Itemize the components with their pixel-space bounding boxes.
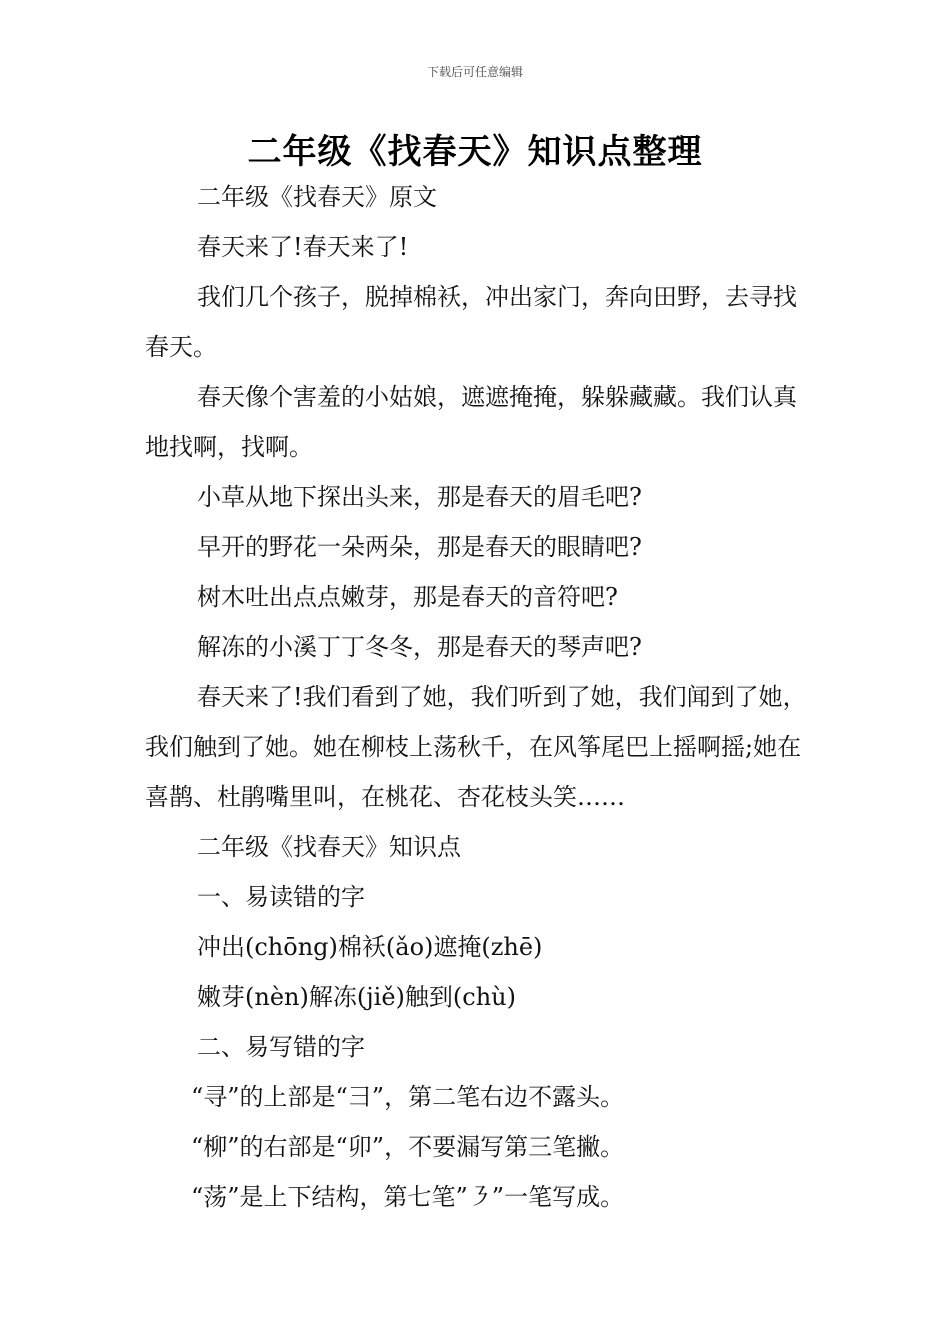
subheading-misread: 一、易读错的字: [197, 883, 365, 911]
page-header: 下载后可任意编辑: [426, 65, 523, 79]
paragraph: 早开的野花一朵两朵，那是春天的眼睛吧?: [197, 533, 642, 561]
section-heading-knowledge: 二年级《找春天》知识点: [197, 833, 461, 861]
writing-note: “柳”的右部是“卯”，不要漏写第三笔撇。: [191, 1133, 625, 1161]
paragraph: 春天来了!春天来了!: [197, 233, 409, 261]
subheading-miswritten: 二、易写错的字: [197, 1033, 365, 1061]
paragraph: 我们几个孩子，脱掉棉袄，冲出家门，奔向田野，去寻找春天。: [145, 283, 797, 361]
writing-note: “荡”是上下结构，第七笔”㇋”一笔写成。: [191, 1183, 625, 1211]
writing-note: “寻”的上部是“彐”，第二笔右边不露头。: [191, 1083, 625, 1111]
paragraph: 小草从地下探出头来，那是春天的眉毛吧?: [197, 483, 642, 511]
pinyin-line: 冲出(chōng)棉袄(ǎo)遮掩(zhē): [197, 933, 543, 961]
document-body: [145, 172, 810, 1222]
page-title: 二年级《找春天》知识点整理: [247, 132, 703, 172]
paragraph: 解冻的小溪丁丁冬冬，那是春天的琴声吧?: [197, 633, 642, 661]
paragraph: 树木吐出点点嫩芽，那是春天的音符吧?: [197, 583, 618, 611]
section-heading-original: 二年级《找春天》原文: [197, 183, 437, 211]
paragraph: 春天像个害羞的小姑娘，遮遮掩掩，躲躲藏藏。我们认真地找啊，找啊。: [145, 383, 797, 461]
paragraph: 春天来了!我们看到了她，我们听到了她，我们闻到了她，我们触到了她。她在柳枝上荡秋千，在风筝尾巴上摇啊摇;她在喜鹊、杜鹃嘴里叫，在桃花、杏花枝头笑……: [145, 683, 807, 811]
pinyin-line: 嫩芽(nèn)解冻(jiě)触到(chù): [197, 983, 516, 1011]
